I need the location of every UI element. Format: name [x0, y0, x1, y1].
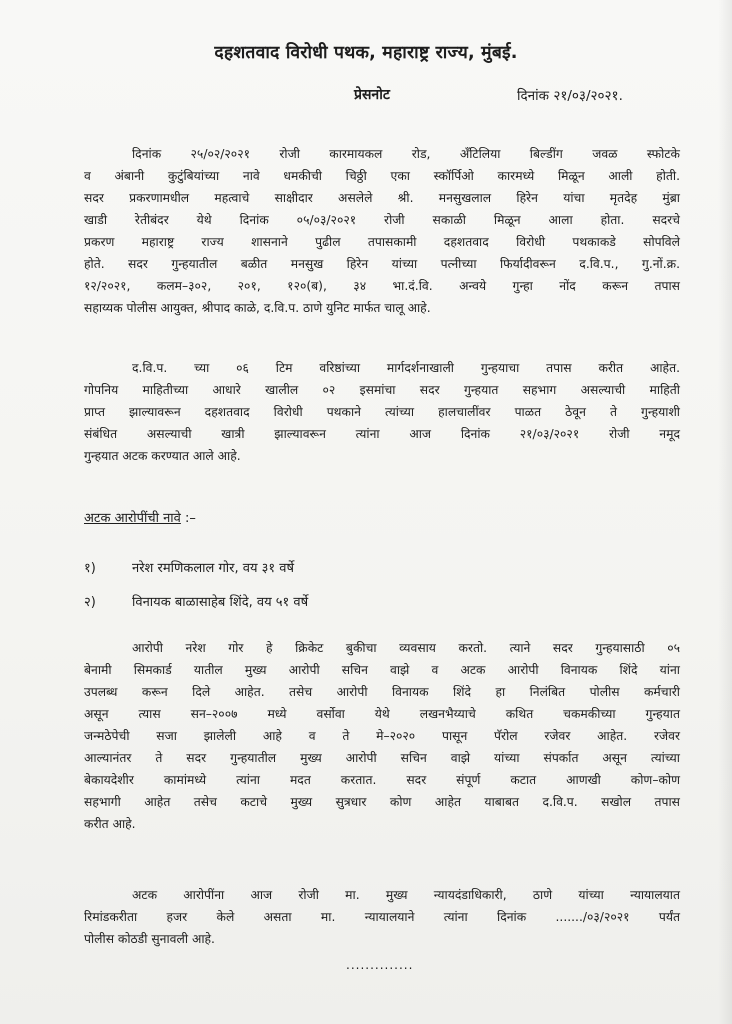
paragraph-line: करीत आहे. [84, 817, 136, 831]
paragraph-line: प्रकरण महाराष्ट्र राज्य शासनाने पुढील तपासकामी दहशतवाद विरोधी पथकाकडे सोपविले [84, 235, 680, 249]
accused-heading-text: अटक आरोपींची नावे [84, 511, 181, 526]
paragraph-line: रिमांडकरीता हजर केले असता मा. न्यायालयाने त्यांना दिनांक ......./०३/२०२१ पर्यंत [84, 910, 680, 924]
accused-number: १) [84, 561, 96, 576]
paragraph-line: दिनांक २५/०२/२०२१ रोजी कारमायकल रोड, ॲंटिलिया बिल्डींग जवळ स्फोटके [132, 147, 680, 161]
paragraph-line: सदर प्रकरणामधील महत्वाचे साक्षीदार असलेले श्री. मनसुखलाल हिरेन यांचा मृतदेह मुंब्रा [84, 191, 680, 205]
paragraph-line: होते. सदर गुन्हयातील बळीत मनसुख हिरेन यांच्या पत्नीच्या फिर्यादीवरून द.वि.प., गु.नों.क्र. [84, 257, 680, 271]
paragraph-line: गुन्हयात अटक करण्यात आले आहे. [84, 449, 241, 463]
paragraph-line: उपलब्ध करून दिले आहेत. तसेच आरोपी विनायक शिंदे हा निलंबित पोलीस कर्मचारी [84, 685, 680, 699]
paragraph-line: सहाय्यक पोलीस आयुक्त, श्रीपाद काळे, द.वि.प. ठाणे युनिट मार्फत चालू आहे. [84, 301, 431, 315]
paragraph-line: गोपनिय माहितीच्या आधारे खालील ०२ इसमांचा सदर गुन्हयात सहभाग असल्याची माहिती [84, 383, 680, 397]
accused-item [84, 558, 294, 576]
paragraph-incident [84, 143, 680, 319]
accused-name: नरेश रमणिकलाल गोर, वय ३१ वर्षे [132, 561, 295, 576]
press-note-label: प्रेसनोट [354, 87, 390, 103]
accused-item [84, 592, 308, 610]
paragraph-line: आरोपी नरेश गोर हे क्रिकेट बुकीचा व्यवसाय करतो. त्याने सदर गुन्हयासाठी ०५ [132, 641, 680, 655]
accused-name: विनायक बाळासाहेब शिंदे, वय ५१ वर्षे [132, 595, 309, 610]
paragraph-custody [84, 884, 680, 950]
paragraph-line: अटक आरोपींना आज रोजी मा. मुख्य न्यायदंडाधिकारी, ठाणे यांच्या न्यायालयात [132, 888, 680, 902]
accused-heading-suffix: :– [185, 511, 196, 526]
paragraph-line: असून त्यास सन–२००७ मध्ये वर्सोवा येथे लखनभैय्याचे कथित चकमकीच्या गुन्हयात [84, 707, 680, 721]
end-dots: .............. [346, 958, 414, 972]
page-fold-shadow [718, 0, 732, 1024]
paragraph-line: सहभागी आहेत तसेच कटाचे मुख्य सुत्रधार कोण आहेत याबाबत द.वि.प. सखोल तपास [84, 795, 680, 809]
accused-heading [84, 508, 196, 526]
document-title: दहशतवाद विरोधी पथक, महाराष्ट्र राज्य, मुंबई. [214, 43, 518, 63]
paragraph-line: व अंबानी कुटुंबियांच्या नावे धमकीची चिठ्ठी एका स्कॉर्पिओ कारमध्ये मिळून आली होती. [84, 169, 680, 183]
accused-number: २) [84, 595, 96, 610]
paragraph-line: पोलीस कोठडी सुनावली आहे. [84, 932, 215, 946]
paragraph-line: १२/२०२१, कलम–३०२, २०१, १२०(ब), ३४ भा.दं.वि. अन्वये गुन्हा नोंद करून तपास [84, 279, 680, 293]
paragraph-line: बेनामी सिमकार्ड यातील मुख्य आरोपी सचिन वाझे व अटक आरोपी विनायक शिंदे यांना [84, 663, 680, 677]
paragraph-line: संबंधित असल्याची खात्री झाल्यावरून त्यांना आज दिनांक २१/०३/२०२१ रोजी नमूद [84, 427, 680, 441]
paragraph-line: बेकायदेशीर कामांमध्ये त्यांना मदत करतात. सदर संपूर्ण कटात आणखी कोण–कोण [84, 773, 680, 787]
document-date: दिनांक २१/०३/२०२१. [517, 88, 623, 104]
paragraph-investigation [84, 357, 680, 467]
paragraph-line: जन्मठेपेची सजा झालेली आहे व ते मे–२०२० पासून पॅरोल रजेवर आहेत. रजेवर [84, 729, 680, 743]
paragraph-line: आल्यानंतर ते सदर गुन्हयातील मुख्य आरोपी सचिन वाझे यांच्या संपर्कात असून त्यांच्या [84, 751, 680, 765]
paragraph-line: खाडी रेतीबंदर येथे दिनांक ०५/०३/२०२१ रोजी सकाळी मिळून आला होता. सदरचे [84, 213, 680, 227]
paragraph-accused-details [84, 637, 680, 835]
paragraph-line: द.वि.प. च्या ०६ टिम वरिष्ठांच्या मार्गदर्शनाखाली गुन्हयाचा तपास करीत आहेत. [132, 361, 680, 375]
paragraph-line: प्राप्त झाल्यावरून दहशतवाद विरोधी पथकाने त्यांच्या हालचालींवर पाळत ठेवून ते गुन्हयाशी [84, 405, 680, 419]
